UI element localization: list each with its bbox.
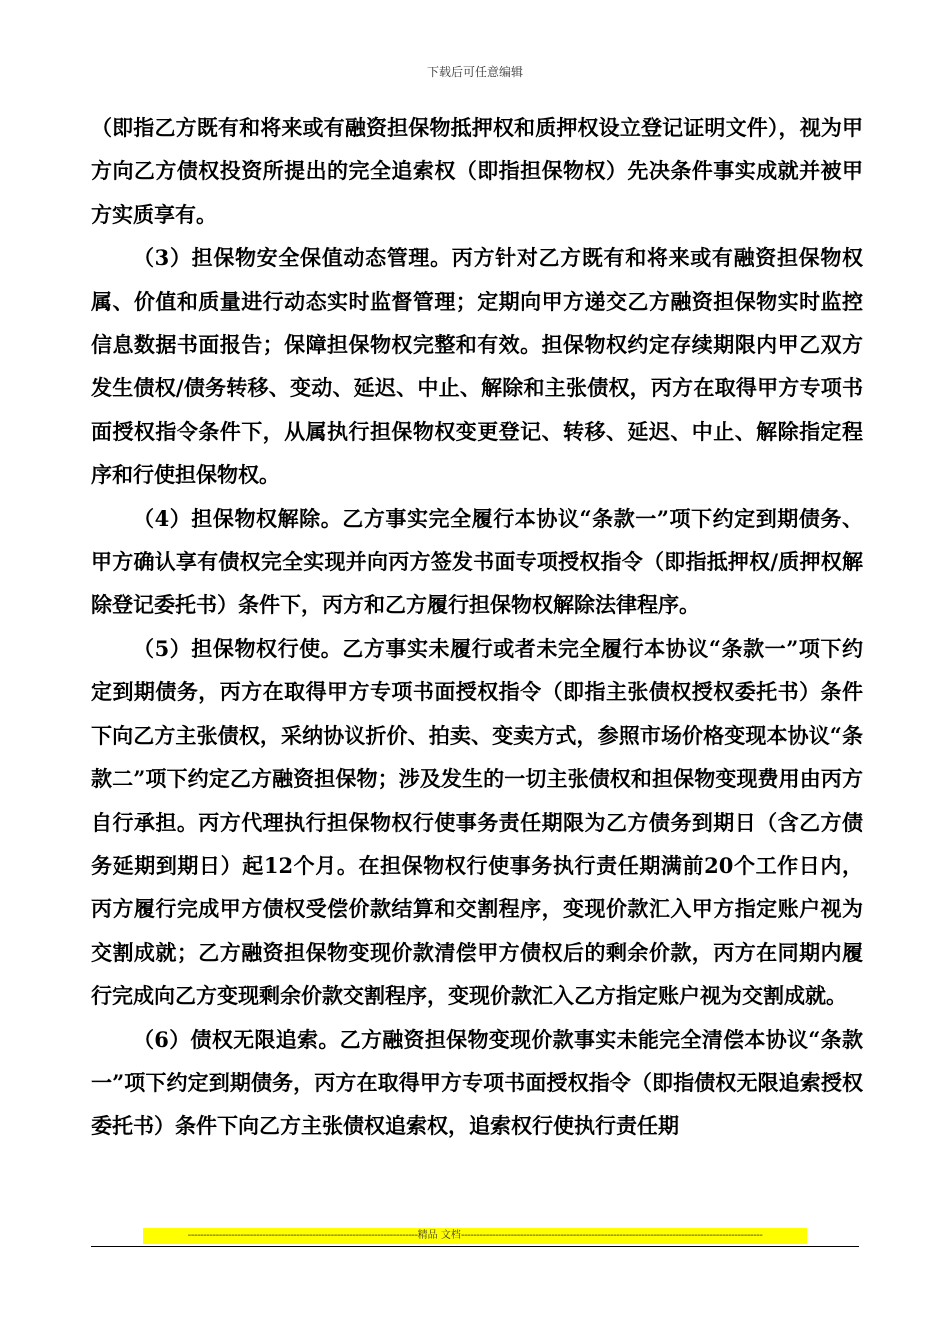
paragraph-continuation: （即指乙方既有和将来或有融资担保物抵押权和质押权设立登记证明文件），视为甲方向乙方债权投资所提出的完全追索权（即指担保物权）先决条件事实成就并被甲方实质享有。 — [91, 115, 863, 227]
footer-label: 精品 文档 — [417, 1230, 461, 1241]
paragraph-item-4: （4）担保物权解除。乙方事实完全履行本协议“条款一”项下约定到期债务、甲方确认享有债权完全实现并向丙方签发书面专项授权指令（即指抵押权/质押权解除登记委托书）条件下，丙方和乙方履行担保物权解除法律程序。 — [91, 505, 863, 618]
page-header: 下载后可任意编辑 — [426, 65, 523, 79]
footer-banner — [143, 1228, 807, 1244]
paragraph-item-3: （3）担保物安全保值动态管理。丙方针对乙方既有和将来或有融资担保物权属、价值和质量进行动态实时监督管理；定期向甲方递交乙方融资担保物实时监控信息数据书面报告；保障担保物权完整和有效。担保物权约定存续期限内甲乙双方发生债权/债务转移、变动、延迟、中止、解除和主张债权，丙方在取得甲方专项书面授权指令条件下，从属执行担保物权变更登记、转移、延迟、中止、解除指定程序和行使担保物权。 — [91, 245, 863, 488]
footer-rule — [91, 1246, 859, 1247]
footer-dashes-left: -------------------------------------------------------------------------- — [187, 1230, 418, 1241]
paragraph-item-5: （5）担保物权行使。乙方事实未履行或者未完全履行本协议“条款一”项下约定到期债务，丙方在取得甲方专项书面授权指令（即指主张债权授权委托书）条件下向乙方主张债权，采纳协议折价、拍卖、变卖方式，参照市场价格变现本协议“条款二”项下约定乙方融资担保物；涉及发生的一切主张债权和担保物变现费用由丙方自行承担。丙方代理执行担保物权行使事务责任期限为乙方债务到期日（含乙方债务延期到期日）起12个月。在担保物权行使事务执行责任期满前20个工作日内，丙方履行完成甲方债权受偿价款结算和交割程序，变现价款汇入甲方指定账户视为交割成就；乙方融资担保物变现价款清偿甲方债权后的剩余价款，丙方在同期内履行完成向乙方变现剩余价款交割程序，变现价款汇入乙方指定账户视为交割成就。 — [91, 635, 863, 1009]
document-body — [91, 106, 863, 1148]
footer-dashes-right: ------------------------------------------------------------------------------------------------- — [460, 1230, 763, 1241]
paragraph-item-6: （6）债权无限追索。乙方融资担保物变现价款事实未能完全清偿本协议“条款一”项下约定到期债务，丙方在取得甲方专项书面授权指令（即指债权无限追索授权委托书）条件下向乙方主张债权追索权，追索权行使执行责任期 — [91, 1026, 863, 1139]
